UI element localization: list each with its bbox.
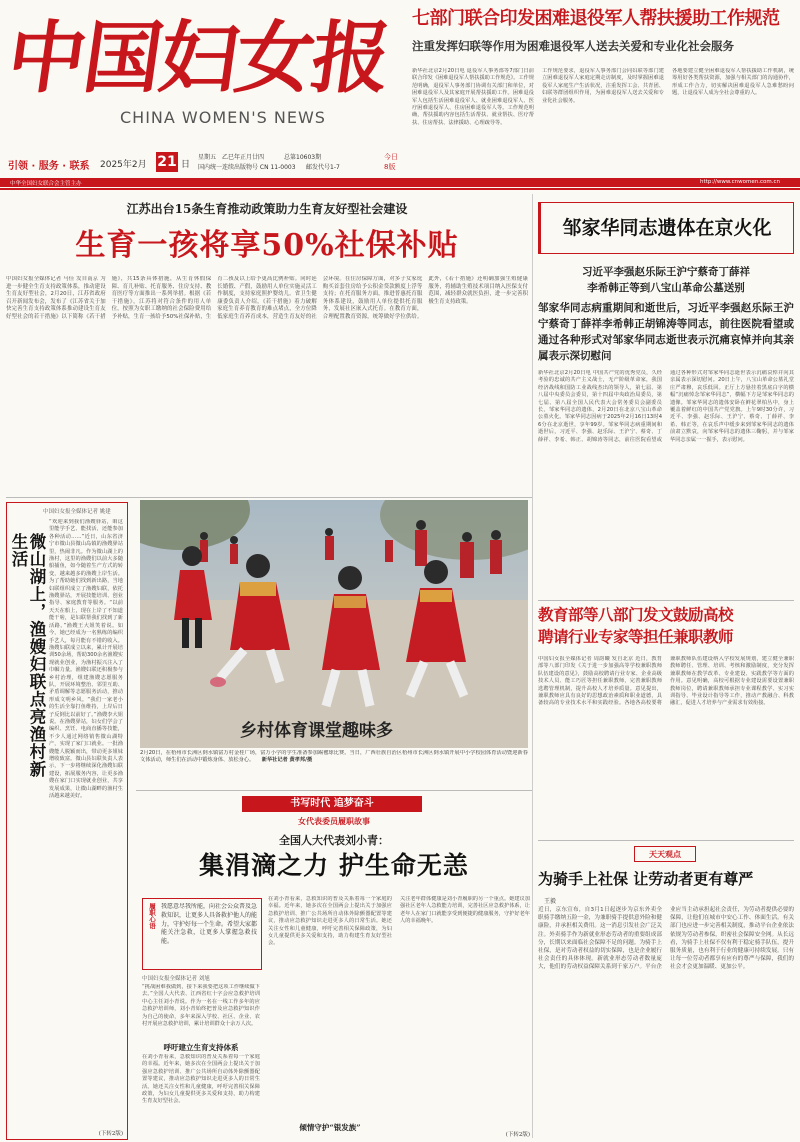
side-byline: 中国妇女报全媒体记者 姚建: [43, 509, 111, 515]
masthead-english: CHINA WOMEN'S NEWS: [120, 108, 326, 127]
zou-deck-3: 邹家华同志病重期间和逝世后，习近平李强赵乐际王沪宁蔡奇丁薛祥李希韩正胡锦涛等同志，前往医院看望或通过各种形式对邹家华同志逝世表示沉痛哀悼并向其亲属表示深切慰问: [538, 302, 794, 362]
masthead-logo: [1, 4, 406, 136]
pages-label: 今日: [384, 153, 398, 161]
top-story-subtitle: 注重发挥妇联等作用为困难退役军人送去关爱和专业化社会服务: [412, 39, 734, 53]
masthead-rule: [0, 188, 800, 190]
masthead-slogan: 引领 · 服务 · 联系: [8, 161, 90, 172]
rule-above-commentary: [538, 840, 794, 841]
speaker-body-1: “挑战困难我做到，接下来我要把这项工作继续做下去。”全国人大代表、江西省红十字会应急救护培训中心主任刘小青说。作为一名在一线工作多年的应急救护培训师，刘小青始终把普及应急救护知识作为自己的使命，多年来深入学校、社区、企业、农村开展应急救护培训，累计培训群众十余万人次。: [142, 984, 260, 1028]
edu-title-1: 教育部等八部门发文鼓励高校: [538, 605, 734, 624]
column-banner: [242, 796, 422, 812]
issue-post-code: 邮发代号1-7: [306, 164, 340, 171]
commentary-label: [634, 846, 696, 862]
speaker-subhead-2: 倾情守护“银发族”: [299, 1123, 361, 1132]
pull-quote-text: 我愿意尽我所能，向社会公众普及急救知识，让更多人具备救护他人的能力，守护好每一个生命。希望大家都能关注急救，让更多人掌握急救技能。: [161, 903, 257, 946]
edu-story: [538, 604, 794, 836]
issue-lunar: 乙巳年正月廿四: [222, 154, 265, 161]
speaker-body-2: 在刘小青看来，急救知识的普及关系着每一个家庭的幸福。近年来，她多次在全国两会上提出关于加强应急救护培训、推广公共场所自动体外除颤器配置等建议，推动应急救护知识走进更多人的日常生活。她还关注女性和儿童健康，呼吁完善相关保障政策，为妇女儿童提供更多关爱和支持，助力构建生育友好型社会。: [142, 1054, 260, 1105]
masthead-title: 中国妇女报: [1, 13, 395, 104]
top-story-body-1: 新华社北京2月20日电 退役军人事务部等7部门日前联合印发《困难退役军人帮扶援助工作规范》。工作规范明确，退役军人事务部门协调有关部门和单位，对困难退役军人及其家庭开展帮扶援助工作。困难退役军人包括生活困难退役军人、就业困难退役军人、医疗困难退役军人、住房困难退役军人等。工作规范明确，帮扶援助内容包括生活帮扶、就业帮扶、医疗帮扶、住房帮扶、法律援助、心理疏导等。: [412, 68, 534, 126]
speaker-title: 集涓滴之力 护生命无恙: [199, 851, 469, 880]
lead-story: [6, 194, 528, 494]
speaker-body-3: 关注老年群体健康是刘小青履职的另一个重点。她建议加强社区老年人急救能力培训，完善社区应急救护体系，让老年人在家门口就能享受到便捷的健康服务，守护好老年人的幸福晚年。: [400, 896, 530, 925]
commentary-title: 为骑手上社保 让劳动者更有尊严: [538, 870, 754, 888]
commentary: [538, 846, 794, 1138]
top-story: [412, 6, 794, 174]
photo-credit: 新华社记者 黄孝邦/摄: [261, 757, 313, 764]
top-story-body-3: 各地要建立健全困难退役军人帮扶援助工作机制，统筹用好各类帮扶资源，加强与相关部门的沟通协作，形成工作合力，切实解决困难退役军人急难愁盼问题，让退役军人成为全社会尊重的人。: [672, 68, 794, 97]
banner-sponsor: 中华全国妇女联合会主管主办: [10, 181, 82, 187]
rule-under-photo: [136, 790, 532, 791]
edu-title-2: 聘请行业专家等担任兼职教师: [538, 627, 734, 646]
photo-block: [140, 500, 528, 778]
zou-body: 新华社北京2月20日电 中国共产党的优秀党员，久经考验的忠诚的共产主义战士，无产阶级革命家，我国经济战线和国防工业战线杰出的领导人，第七届、第八届中央委员会委员，第十四届中央政治局委员，第七届、第八届全国人民代表大会常务委员会副委员长，邹家华同志的遗体，2月20日在北京八宝山革命公墓火化。邹家华同志因病于2025年2月16日13时46分在北京逝世，享年99岁。邹家华同志病重期间和逝世后，习近平、李强、赵乐际、王沪宁、蔡奇、丁薛祥、李希、韩正、胡锦涛等同志，前往医院看望或通过各种形式对邹家华同志逝世表示沉痛哀悼并向其亲属表示深切慰问。20日上午，八宝山革命公墓礼堂庄严肃穆，哀乐低回。正厅上方悬挂着黑底白字的横幅“沉痛悼念邹家华同志”，横幅下方是邹家华同志的遗像。邹家华同志的遗体安卧在鲜花翠柏丛中，身上覆盖着鲜红的中国共产党党旗。上午9时30分许，习近平、李强、赵乐际、王沪宁、蔡奇、丁薛祥、李希、韩正等，在哀乐声中缓步来到邹家华同志的遗体前肃立默哀，向邹家华同志的遗体三鞠躬，并与邹家华同志亲属一一握手，表示慰问。: [538, 370, 794, 443]
side-title: 微山湖上，渔嫂妇联点亮渔村新生活: [9, 533, 46, 778]
photo-caption-text: 2月20日，在梧州市长洲区倒水镇富万村金桂广场，富万小学的学生准备参加踢毽球比赛。当日，广西壮族自治区梧州市长洲区倒水镇开展中小学校园体育活动暨迎新春文体活动，师生们在活动中锻炼身体、放松身心。: [140, 750, 528, 764]
lead-kicker: 江苏出台15条生育推动政策助力生育友好型社会建设: [126, 202, 408, 216]
masthead-info-bar: [8, 152, 408, 176]
photo-caption-title: 乡村体育课堂趣味多: [240, 721, 393, 741]
issue-serial: 总第10603期: [284, 154, 322, 161]
column-divider-right: [532, 194, 533, 1138]
zou-title-box: [538, 202, 794, 254]
lead-body: 中国妇女报全媒体记者 马佳 发自南京 为进一步健全生育支持政策体系，推动建设生育友好型社会，2月20日，江苏省政府召开新闻发布会，发布了《江苏省关于加快完善生育支持政策体系推动建设生育友好型社会的若干措施》以下简称《若干措施》，共15条具体措施，从生育休假保障、育儿补贴、托育服务、住房支持、教育医疗等方面推出一系列举措。根据《若干措施》，江苏将对符合条件的用人单位，按照为女职工缴纳的社会保险费用给予补贴，生育一孩给予50%社保补贴，生育二孩及以上给予更高比例补贴。同时延长婚假、产假，鼓励用人单位实施灵活工作制度，支持家庭照护婴幼儿。省卫生健康委负责人介绍，《若干措施》着力破解家庭生育养育教育的难点堵点，全方位降低家庭生育养育成本，营造生育友好的社会环境。在住房保障方面，对多子女家庭购买首套住房给予公积金贷款额度上浮等支持；在托育服务方面，推进普惠托育服务体系建设，鼓励用人单位提供托育服务，发展社区嵌入式托育。在教育方面，合理配置教育资源，统筹做好学位供给。此外，《若干措施》还明确加强生殖健康服务，将辅助生殖技术项目纳入医保支付范围，减轻群众就医负担，进一步完善积极生育支持政策。: [6, 276, 528, 320]
commentary-author: 王毅: [544, 898, 557, 905]
commentary-body: 近日，京东宣布，自3月1日起逐步为京东外卖全职骑手缴纳五险一金，为兼职骑手提供意外险和健康险，并承担相关费用。这一消息引发社会广泛关注。外卖骑手作为新就业形态劳动者的重要组成部分，长期以来面临社会保障不足的问题。为骑手上社保，是对劳动者权益的切实保障，也是企业履行社会责任的具体体现。新就业形态劳动者数量庞大，他们的劳动权益保障关系到千家万户。平台企业应当主动承担起社会责任，为劳动者提供必要的保障，让他们在城市中安心工作、体面生活。有关部门也应进一步完善相关制度，推动平台企业依法依规为劳动者参保，织密社会保障安全网。从长远看，为骑手上社保不仅有利于稳定骑手队伍，提升服务质量，也有利于行业的健康可持续发展。只有让每一位劳动者都享有应有的尊严与保障，我们的社会才会更加温暖、更加公平。: [538, 907, 794, 971]
zou-story: [538, 202, 794, 596]
column-banner-text: 书写时代 追梦奋斗: [290, 798, 374, 809]
photo-caption: [140, 750, 528, 778]
issue-day: 21: [157, 154, 177, 170]
speaker-body-col-2: 在刘小青看来，急救知识的普及关系着每一个家庭的幸福。近年来，她多次在全国两会上提出关于加强应急救护培训、推广公共场所自动体外除颤器配置等建议，推动应急救护知识走进更多人的日常生活。她还关注女性和儿童健康，呼吁完善相关保障政策，为妇女儿童提供更多关爱和支持，助力构建生育友好型社会。: [268, 896, 392, 947]
side-body: “欢迎来到我们渔嫂驿站，咱这里能学手艺、能找活，还能参加各种活动……”近日，山东省济宁市微山县微山岛镇的渔嫂驿站里，热闹非凡。作为微山湖上的渔村，这里的渔嫂们以前大多随船捕鱼，如今随着生产方式的转变，越来越多的渔嫂上岸生活。为了帮助她们找到新出路，当地妇联组织成立了渔嫂妇联，依托渔嫂驿站，开展技能培训、创业指导、家庭教育等服务。“以前天天在船上，现在上岸了不知道能干啥，是妇联帮我们找到了新活路。”渔嫂王大姐笑着说。如今，她已经成为一名熟练的编织手艺人，每月能有不错的收入。渔嫂妇联成立以来，累计开展培训50余场，帮助300余名渔嫂实现就业创业，为渔村振兴注入了巾帼力量。渔嫂妇联还积极参与乡村治理，组建渔嫂志愿服务队，开展环境整治、邻里互助、矛盾调解等志愿服务活动，推动形成文明乡风。“我们一家老小的生活全靠打鱼维持，上岸后日子反倒比以前好了。”渔嫂李大姐说。在渔嫂驿站，妇女们学会了编织、烹饪、电商直播等技能，不少人通过网络销售微山湖特产，实现了家门口就业。一批渔嫂能人脱颖而出，带动更多姐妹增收致富。微山县妇联负责人表示，下一步将继续深化渔嫂妇联建设，拓展服务内容，让更多渔嫂在家门口实现就业创业，共享发展成果，让微山湖畔的渔村生活越来越美好。: [49, 519, 123, 800]
lead-title: 生育一孩将享50%社保补贴: [75, 228, 459, 263]
issue-weekday: 星期五: [198, 154, 217, 161]
speaker-kicker: 全国人大代表刘小青：: [279, 834, 389, 847]
commentary-label-text: 天天观点: [649, 849, 681, 859]
top-banner: [0, 178, 800, 187]
pull-quote: [142, 898, 262, 970]
zou-title: 邹家华同志遗体在京火化: [562, 217, 772, 239]
banner-url[interactable]: http://www.cnwomen.com.cn: [700, 179, 780, 185]
speaker-subhead-1: 呼吁建立生育支持体系: [163, 1043, 239, 1052]
speaker-story: [136, 796, 532, 1140]
speaker-page-ref: (下转2版): [505, 1132, 530, 1138]
pages-count: 8版: [384, 163, 396, 171]
side-page-ref: (下转2版): [98, 1131, 123, 1137]
children-jumping-photo: [140, 500, 528, 748]
issue-year-month: 2025年2月: [100, 160, 147, 170]
issue-cn-code: 国内统一连续出版物号 CN 11-0003: [198, 164, 296, 171]
side-story: [6, 502, 128, 1140]
column-sub: 女代表委员履职故事: [298, 816, 370, 826]
zou-deck-1: 习近平李强赵乐际王沪宁蔡奇丁薛祥: [582, 266, 750, 278]
speaker-byline: 中国妇女报全媒体记者 刘旭: [142, 976, 210, 982]
rule-under-lead: [6, 497, 532, 498]
rule-above-edu: [538, 600, 794, 601]
pull-quote-label: 履职心语: [148, 903, 156, 929]
zou-deck-2: 李希韩正等到八宝山革命公墓送别: [587, 282, 745, 294]
edu-body: 中国妇女报全媒体记者 周韵曦 发自北京 近日，教育部等八部门印发《关于进一步加强高等学校兼职教师队伍建设的意见》，鼓励高校聘请行业专家、企业高级技术人员、能工巧匠等担任兼职教师，完善兼职教师选聘管理机制，提升高校人才培养质量。意见提出，兼职教师应具有良好的思想政治素质和职业道德，具备较高的专业技术水平和实践经验。各地各高校要将兼职教师队伍建设纳入学校发展规划，建立健全兼职教师聘任、管理、培训、考核和激励制度，充分发挥兼职教师在教学改革、专业建设、实践教学等方面的作用。意见明确，高校可根据专业建设需要设置兼职教师岗位，聘请兼职教师承担专业课程教学、实习实训指导、毕业设计指导等工作，推动产教融合、科教融汇，促进人才培养与产业需求有效衔接。: [538, 656, 794, 707]
top-story-body-2: 工作规范要求，退役军人事务部门会同妇联等部门建立困难退役军人家庭定期走访制度，及时掌握困难退役军人家庭生产生活状况，注重发挥工会、共青团、妇联等群团组织作用，为困难退役军人送去关爱和专业化社会服务。: [542, 68, 664, 104]
top-story-title: 七部门联合印发困难退役军人帮扶援助工作规范: [412, 8, 780, 29]
issue-day-suffix: 日: [181, 160, 191, 170]
